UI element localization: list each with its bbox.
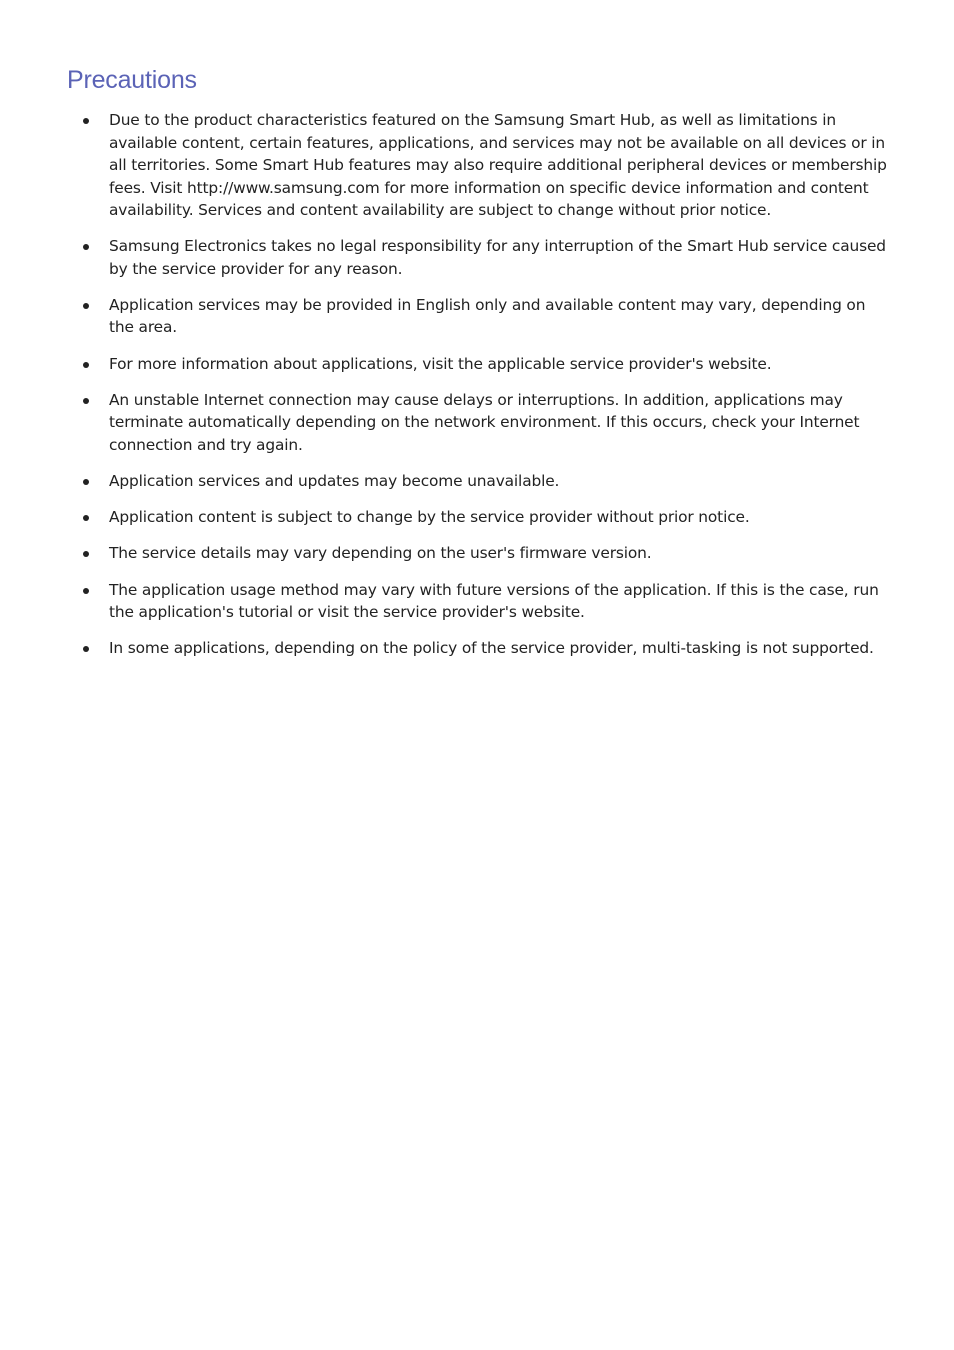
precautions-list (81, 109, 891, 673)
list-item (81, 353, 891, 376)
list-item-text: Due to the product characteristics featured on the Samsung Smart Hub, as well as limitations in available content, certain features, applications, and services may not be available on all devices or in all territories. Some Smart Hub features may also require additional peripheral devices or membership fees. Visit http://www.samsung.com for more information on specific device information and content availability. Services and content availability are subject to change without prior notice. (109, 111, 887, 219)
list-item-text: Application services may be provided in English only and available content may vary, depending on the area. (109, 295, 866, 337)
list-item (81, 294, 891, 339)
bullet-icon (83, 362, 89, 368)
bullet-icon (83, 646, 89, 652)
bullet-icon (83, 588, 89, 594)
list-item (81, 579, 891, 624)
bullet-icon (83, 118, 89, 124)
bullet-icon (83, 515, 89, 521)
page-title: Precautions (67, 66, 197, 94)
list-item-text: For more information about applications, visit the applicable service provider's website. (109, 354, 772, 373)
list-item-text: Samsung Electronics takes no legal responsibility for any interruption of the Smart Hub service caused by the service provider for any reason. (109, 237, 886, 278)
list-item-text: Application services and updates may become unavailable. (109, 471, 560, 490)
bullet-icon (83, 551, 89, 557)
list-item (81, 470, 891, 493)
list-item (81, 542, 891, 565)
list-item-text: The service details may vary depending on the user's firmware version. (109, 544, 652, 563)
list-item (81, 109, 891, 222)
bullet-icon (83, 303, 89, 309)
bullet-icon (83, 398, 89, 404)
list-item-text: Application content is subject to change by the service provider without prior notice. (109, 508, 750, 527)
list-item (81, 637, 891, 660)
list-item-text: In some applications, depending on the policy of the service provider, multi-tasking is not supported. (109, 639, 874, 658)
bullet-icon (83, 479, 89, 485)
list-item (81, 506, 891, 529)
list-item (81, 389, 891, 457)
list-item-text: The application usage method may vary with future versions of the application. If this is the case, run the application's tutorial or visit the service provider's website. (109, 580, 879, 621)
bullet-icon (83, 244, 89, 250)
list-item-text: An unstable Internet connection may cause delays or interruptions. In addition, applications may terminate automatically depending on the network environment. If this occurs, check your Internet connection and try again. (109, 390, 860, 454)
list-item (81, 235, 891, 280)
